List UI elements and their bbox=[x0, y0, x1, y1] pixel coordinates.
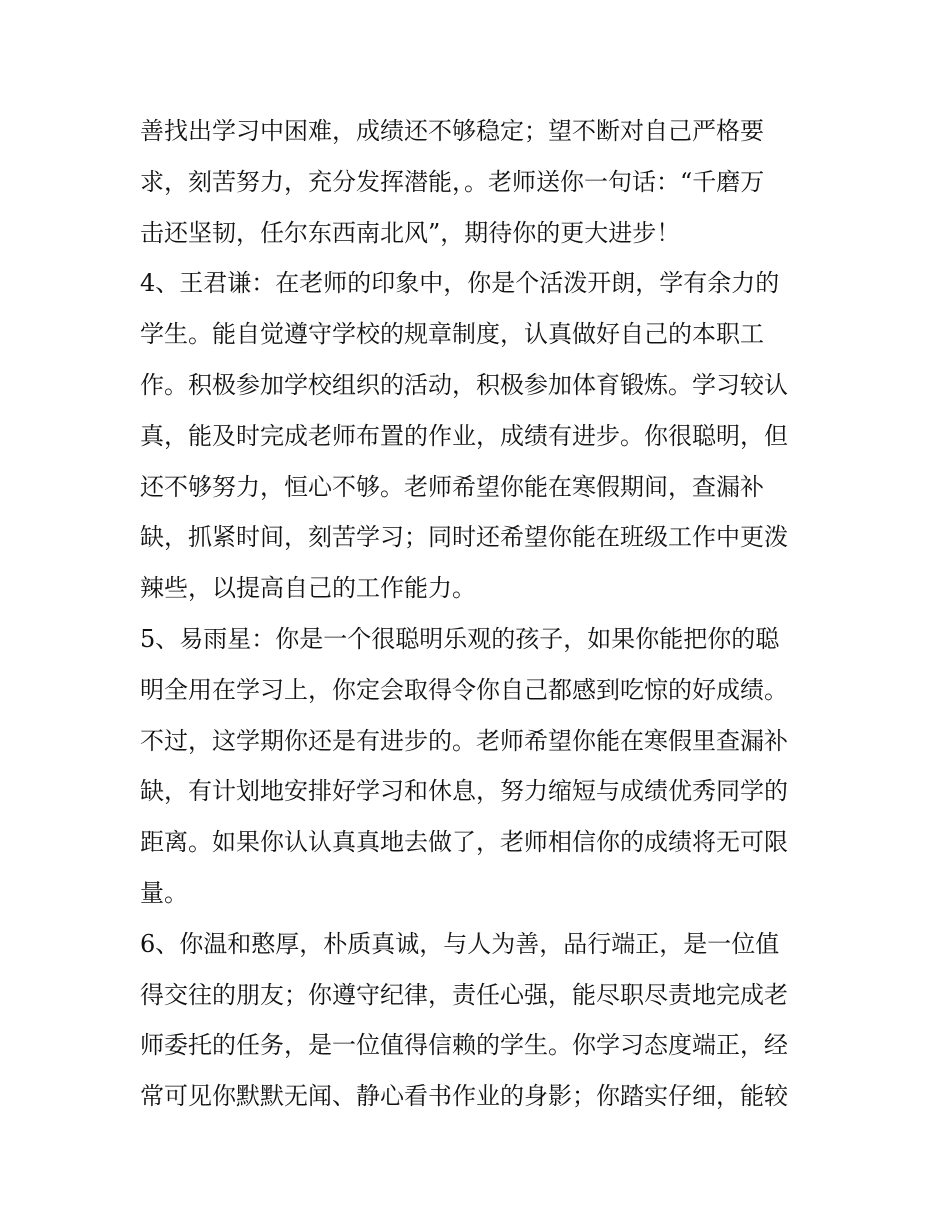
text-line: 常可见你默默无闻、静心看书作业的身影；你踏实仔细，能较 bbox=[140, 1082, 788, 1111]
text-line: 6、你温和憨厚，朴质真诚，与人为善，品行端正，是一位值 bbox=[140, 929, 780, 958]
text-line: 作。积极参加学校组织的活动，积极参加体育锻炼。学习较认 bbox=[140, 370, 788, 399]
document-page bbox=[140, 106, 820, 1122]
text-line: 辣些，以提高自己的工作能力。 bbox=[140, 574, 476, 603]
text-line: 真，能及时完成老师布置的作业，成绩有进步。你很聪明，但 bbox=[140, 421, 788, 450]
text-line: 明全用在学习上，你定会取得令你自己都感到吃惊的好成绩。 bbox=[140, 675, 788, 704]
text-line: 缺，有计划地安排好学习和休息，努力缩短与成绩优秀同学的 bbox=[140, 777, 788, 806]
text-line: 5、易雨星：你是一个很聪明乐观的孩子，如果你能把你的聪 bbox=[140, 624, 780, 653]
text-line: 还不够努力，恒心不够。老师希望你能在寒假期间，查漏补 bbox=[140, 472, 764, 501]
text-line: 善找出学习中困难，成绩还不够稳定；望不断对自己严格要 bbox=[140, 117, 764, 145]
text-line: 击还坚韧，任尔东西南北风”，期待你的更大进步！ bbox=[140, 218, 681, 247]
text-line: 师委托的任务，是一位值得信赖的学生。你学习态度端正，经 bbox=[140, 1031, 788, 1060]
text-line: 得交往的朋友；你遵守纪律，责任心强，能尽职尽责地完成老 bbox=[140, 980, 788, 1009]
text-line: 不过，这学期你还是有进步的。老师希望你能在寒假里查漏补 bbox=[140, 726, 788, 755]
text-line: 求，刻苦努力，充分发挥潜能，。老师送你一句话：“千磨万 bbox=[140, 167, 765, 196]
text-line: 量。 bbox=[140, 878, 188, 907]
text-line: 学生。能自觉遵守学校的规章制度，认真做好自己的本职工 bbox=[140, 320, 764, 349]
text-line: 缺，抓紧时间，刻苦学习；同时还希望你能在班级工作中更泼 bbox=[140, 523, 788, 552]
text-line: 4、王君谦：在老师的印象中，你是个活泼开朗，学有余力的 bbox=[140, 269, 780, 298]
text-line: 距离。如果你认认真真地去做了，老师相信你的成绩将无可限 bbox=[140, 828, 788, 857]
